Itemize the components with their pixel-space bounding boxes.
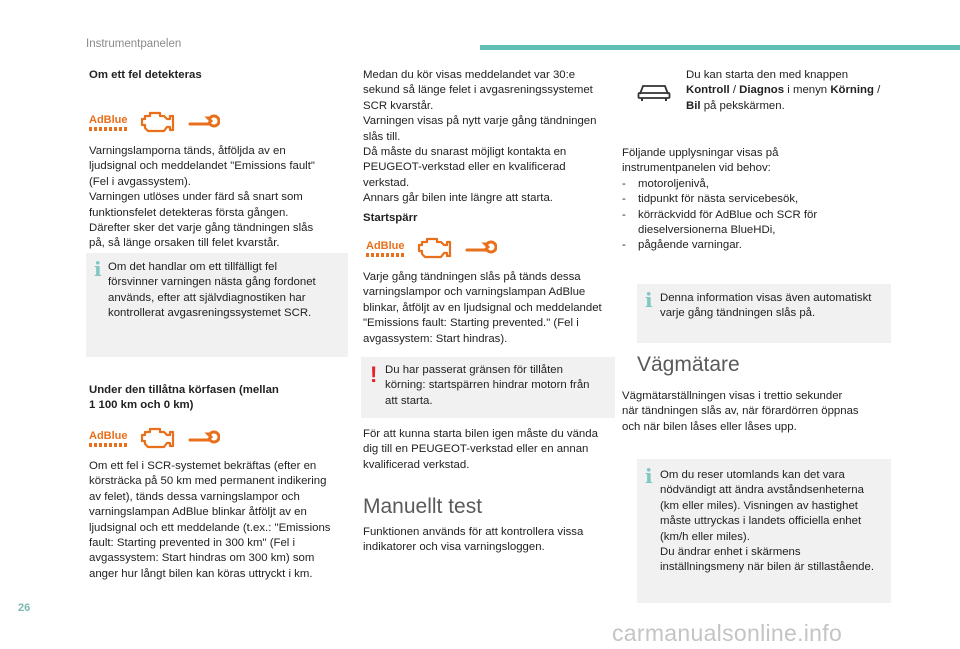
car-icon: [637, 80, 671, 102]
info-box-automatic: i Denna information visas även automatiskt varje gång tändningen slås på.: [637, 284, 891, 343]
adblue-flashing-icon: AdBlue: [89, 430, 128, 447]
heading-start-lock: Startspärr: [363, 212, 418, 224]
paragraph-while-driving: Medan du kör visas meddelandet var 30:e sekund så länge felet i avgasreningssystemet SCR kvarstår. Varningen visas på nytt varje gång tändningen slås till. Då måste du snarast möjligt kontakta en PEUGEOT-verkstad eller en kvalificerad verkstad. Annars går bilen inte längre att starta.: [363, 69, 597, 205]
paragraph-allowed-phase: Om ett fel i SCR-systemet bekräftas (efter en körsträcka på 50 km med permanent indikering av felet), tänds dessa varningslampor och varningslampan AdBlue blinkar åtföljt av en ljudsignal och ett meddelande (t.ex.: "Emissions fault: Starting prevented in 300 km" (Fel i avgassystem: Start hindras om 300 km) som anger hur långt bilen kan köras uttryckt i km.: [89, 460, 331, 580]
engine-icon: [140, 426, 176, 450]
adblue-flashing-icon: AdBlue: [366, 240, 405, 257]
wrench-icon: [465, 238, 497, 258]
paragraph-restart: För att kunna starta bilen igen måste du vända dig till en PEUGEOT-verkstad eller en annan kvalificerad verkstad.: [363, 428, 598, 471]
info-icon: i: [645, 464, 653, 488]
engine-icon: [140, 110, 176, 134]
wrench-icon: [188, 112, 220, 132]
section-header: Instrumentpanelen: [86, 38, 182, 50]
paragraph-odometer: Vägmätarställningen visas i trettio sekunder när tändningen slås av, när förardörren öppnas och när bilen låses eller låses upp.: [622, 390, 859, 433]
paragraph-start-lock: Varje gång tändningen slås på tänds dessa varningslampor och varningslampan AdBlue blinkar, åtföljt av en ljudsignal och meddelandet "Emissions fault: Starting prevented." (Fel i avgassystem: Start hindras).: [363, 271, 602, 345]
watermark: carmanualsonline.info: [612, 620, 843, 646]
warning-exclamation-icon: !: [370, 362, 378, 387]
warning-box-start-lock: ! Du har passerat gränsen för tillåten körning: startspärren hindrar motorn från att starta.: [361, 357, 615, 418]
heading-fault-detected: Om ett fel detekteras: [89, 69, 202, 81]
warning-icons-row-1: [89, 110, 220, 134]
info-icon: i: [645, 288, 653, 312]
paragraph-car-start: Du kan starta den med knappen Kontroll / Diagnos i menyn Körning / Bil på pekskärmen.: [686, 69, 881, 112]
page-number: 26: [18, 602, 31, 614]
warning-icons-row-3: [366, 236, 497, 260]
warning-icons-row-2: [89, 426, 220, 450]
info-icon: i: [94, 257, 102, 281]
heading-allowed-phase: Under den tillåtna körfasen (mellan 1 100 km och 0 km): [89, 384, 279, 412]
heading-manual-test: Manuellt test: [363, 495, 483, 518]
header-accent-bar: [480, 45, 960, 50]
heading-odometer: Vägmätare: [637, 353, 740, 376]
paragraph-fault-detected: Varningslamporna tänds, åtföljda av en ljudsignal och meddelandet "Emissions fault" (Fel i avgassystem). Varningen utlöses under färd så snart som funktionsfelet detekteras första gången. Därefter sker det varje gång tändningen slås på, så länge orsaken till felet kvarstår.: [89, 145, 315, 250]
wrench-icon: [188, 428, 220, 448]
paragraph-info-shown: Följande upplysningar visas på instrumentpanelen vid behov: - motoroljenivå, - tidpunkt för nästa servicebesök, - körräckvidd för AdBlue och SCR för dieselversionerna BlueHDi, - pågående varningar.: [622, 147, 818, 252]
info-box-temporary-fault: i Om det handlar om ett tillfälligt fel försvinner varningen nästa gång fordonet används, efter att självdiagnostiken har kontrollerat avgasreningssystemet SCR.: [86, 253, 348, 357]
engine-icon: [417, 236, 453, 260]
paragraph-manual-test: Funktionen används för att kontrollera vissa indikatorer och visa varningsloggen.: [363, 526, 584, 554]
adblue-icon: AdBlue: [89, 114, 128, 131]
info-box-units: i Om du reser utomlands kan det vara nödvändigt att ändra avståndsenheterna (km eller miles). Visningen av hastighet måste uttryckas i landets officiella enhet (km/h eller miles). Du ändrar enhet i skärmens inställningsmeny när bilen är stillastående.: [637, 459, 891, 603]
